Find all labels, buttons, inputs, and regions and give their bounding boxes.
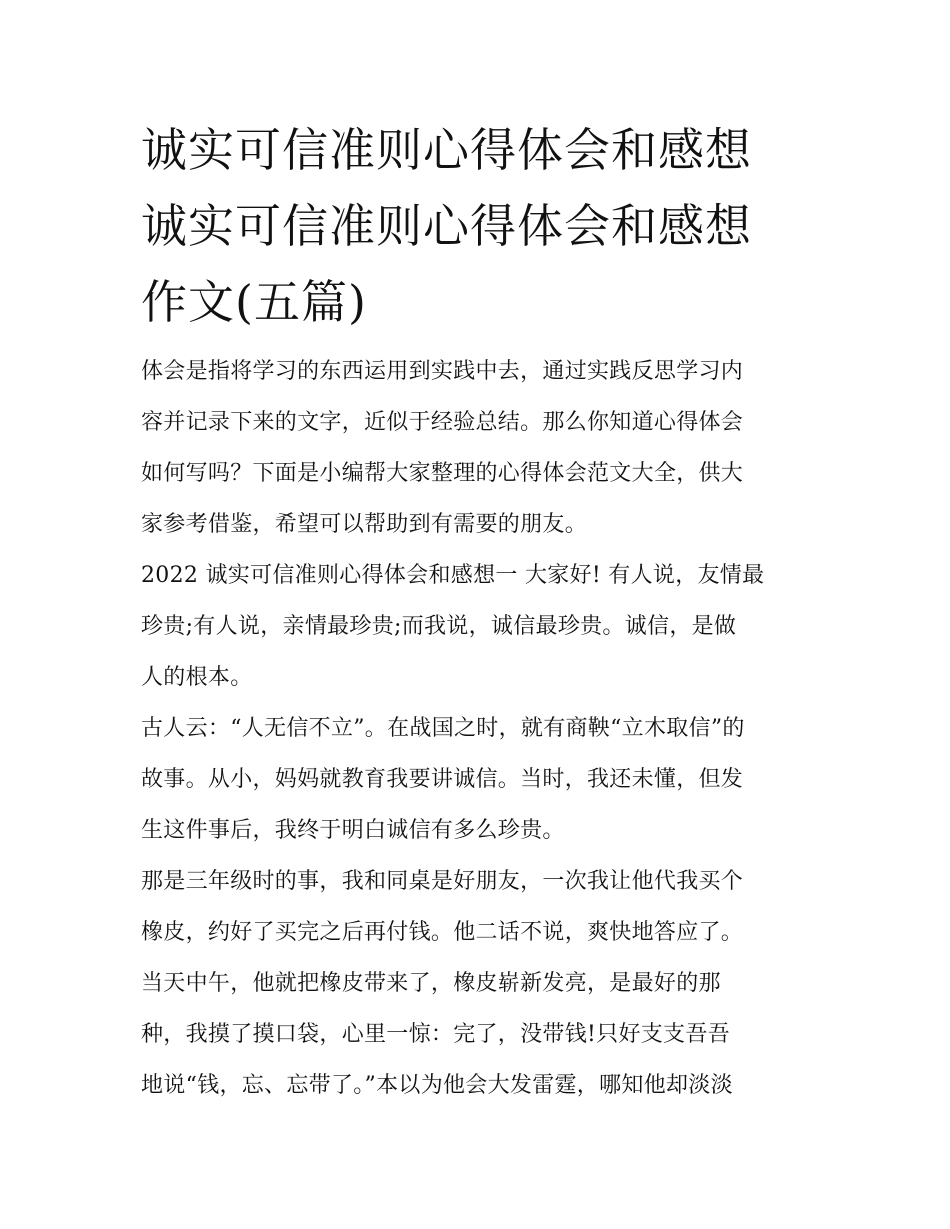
text-line: 如何写吗？下面是小编帮大家整理的心得体会范文大全，供大 <box>141 461 744 486</box>
text-line: 当天中午，他就把橡皮带来了，橡皮崭新发亮，是最好的那 <box>141 971 721 996</box>
text-line: 种，我摸了摸口袋，心里一惊：完了，没带钱!只好支支吾吾 <box>141 1022 730 1047</box>
text-line: 橡皮，约好了买完之后再付钱。他二话不说，爽快地答应了。 <box>141 920 744 945</box>
title-line: 作文(五篇) <box>141 275 367 329</box>
text-line: 古人云：“人无信不立”。在战国之时，就有商鞅“立木取信”的 <box>141 716 745 741</box>
text-line: 地说“钱，忘、忘带了。”本以为他会大发雷霆，哪知他却淡淡 <box>141 1073 733 1098</box>
text-line: 家参考借鉴，希望可以帮助到有需要的朋友。 <box>141 512 588 537</box>
paragraph-story <box>141 856 813 1111</box>
text-line: 容并记录下来的文字，近似于经验总结。那么你知道心得体会 <box>141 410 744 435</box>
title-line: 诚实可信准则心得体会和感想 <box>141 199 752 253</box>
text-line: 人的根本。 <box>141 665 253 690</box>
document-content <box>141 112 813 1111</box>
text-line: 体会是指将学习的东西运用到实践中去，通过实践反思学习内 <box>141 359 744 384</box>
text-line: 生这件事后，我终于明白诚信有多么珍贵。 <box>141 818 565 843</box>
text-line: 2022 诚实可信准则心得体会和感想一 大家好! 有人说，友情最 <box>141 563 765 588</box>
document-title <box>141 112 813 340</box>
paragraph-intro <box>141 346 813 550</box>
title-line: 诚实可信准则心得体会和感想 <box>141 123 752 177</box>
paragraph-essay-opening <box>141 550 813 703</box>
paragraph-ancient-saying <box>141 703 813 856</box>
text-line: 那是三年级时的事，我和同桌是好朋友，一次我让他代我买个 <box>141 869 744 894</box>
text-line: 故事。从小，妈妈就教育我要讲诚信。当时，我还未懂，但发 <box>141 767 744 792</box>
text-line: 珍贵;有人说，亲情最珍贵;而我说，诚信最珍贵。诚信，是做 <box>141 614 737 639</box>
